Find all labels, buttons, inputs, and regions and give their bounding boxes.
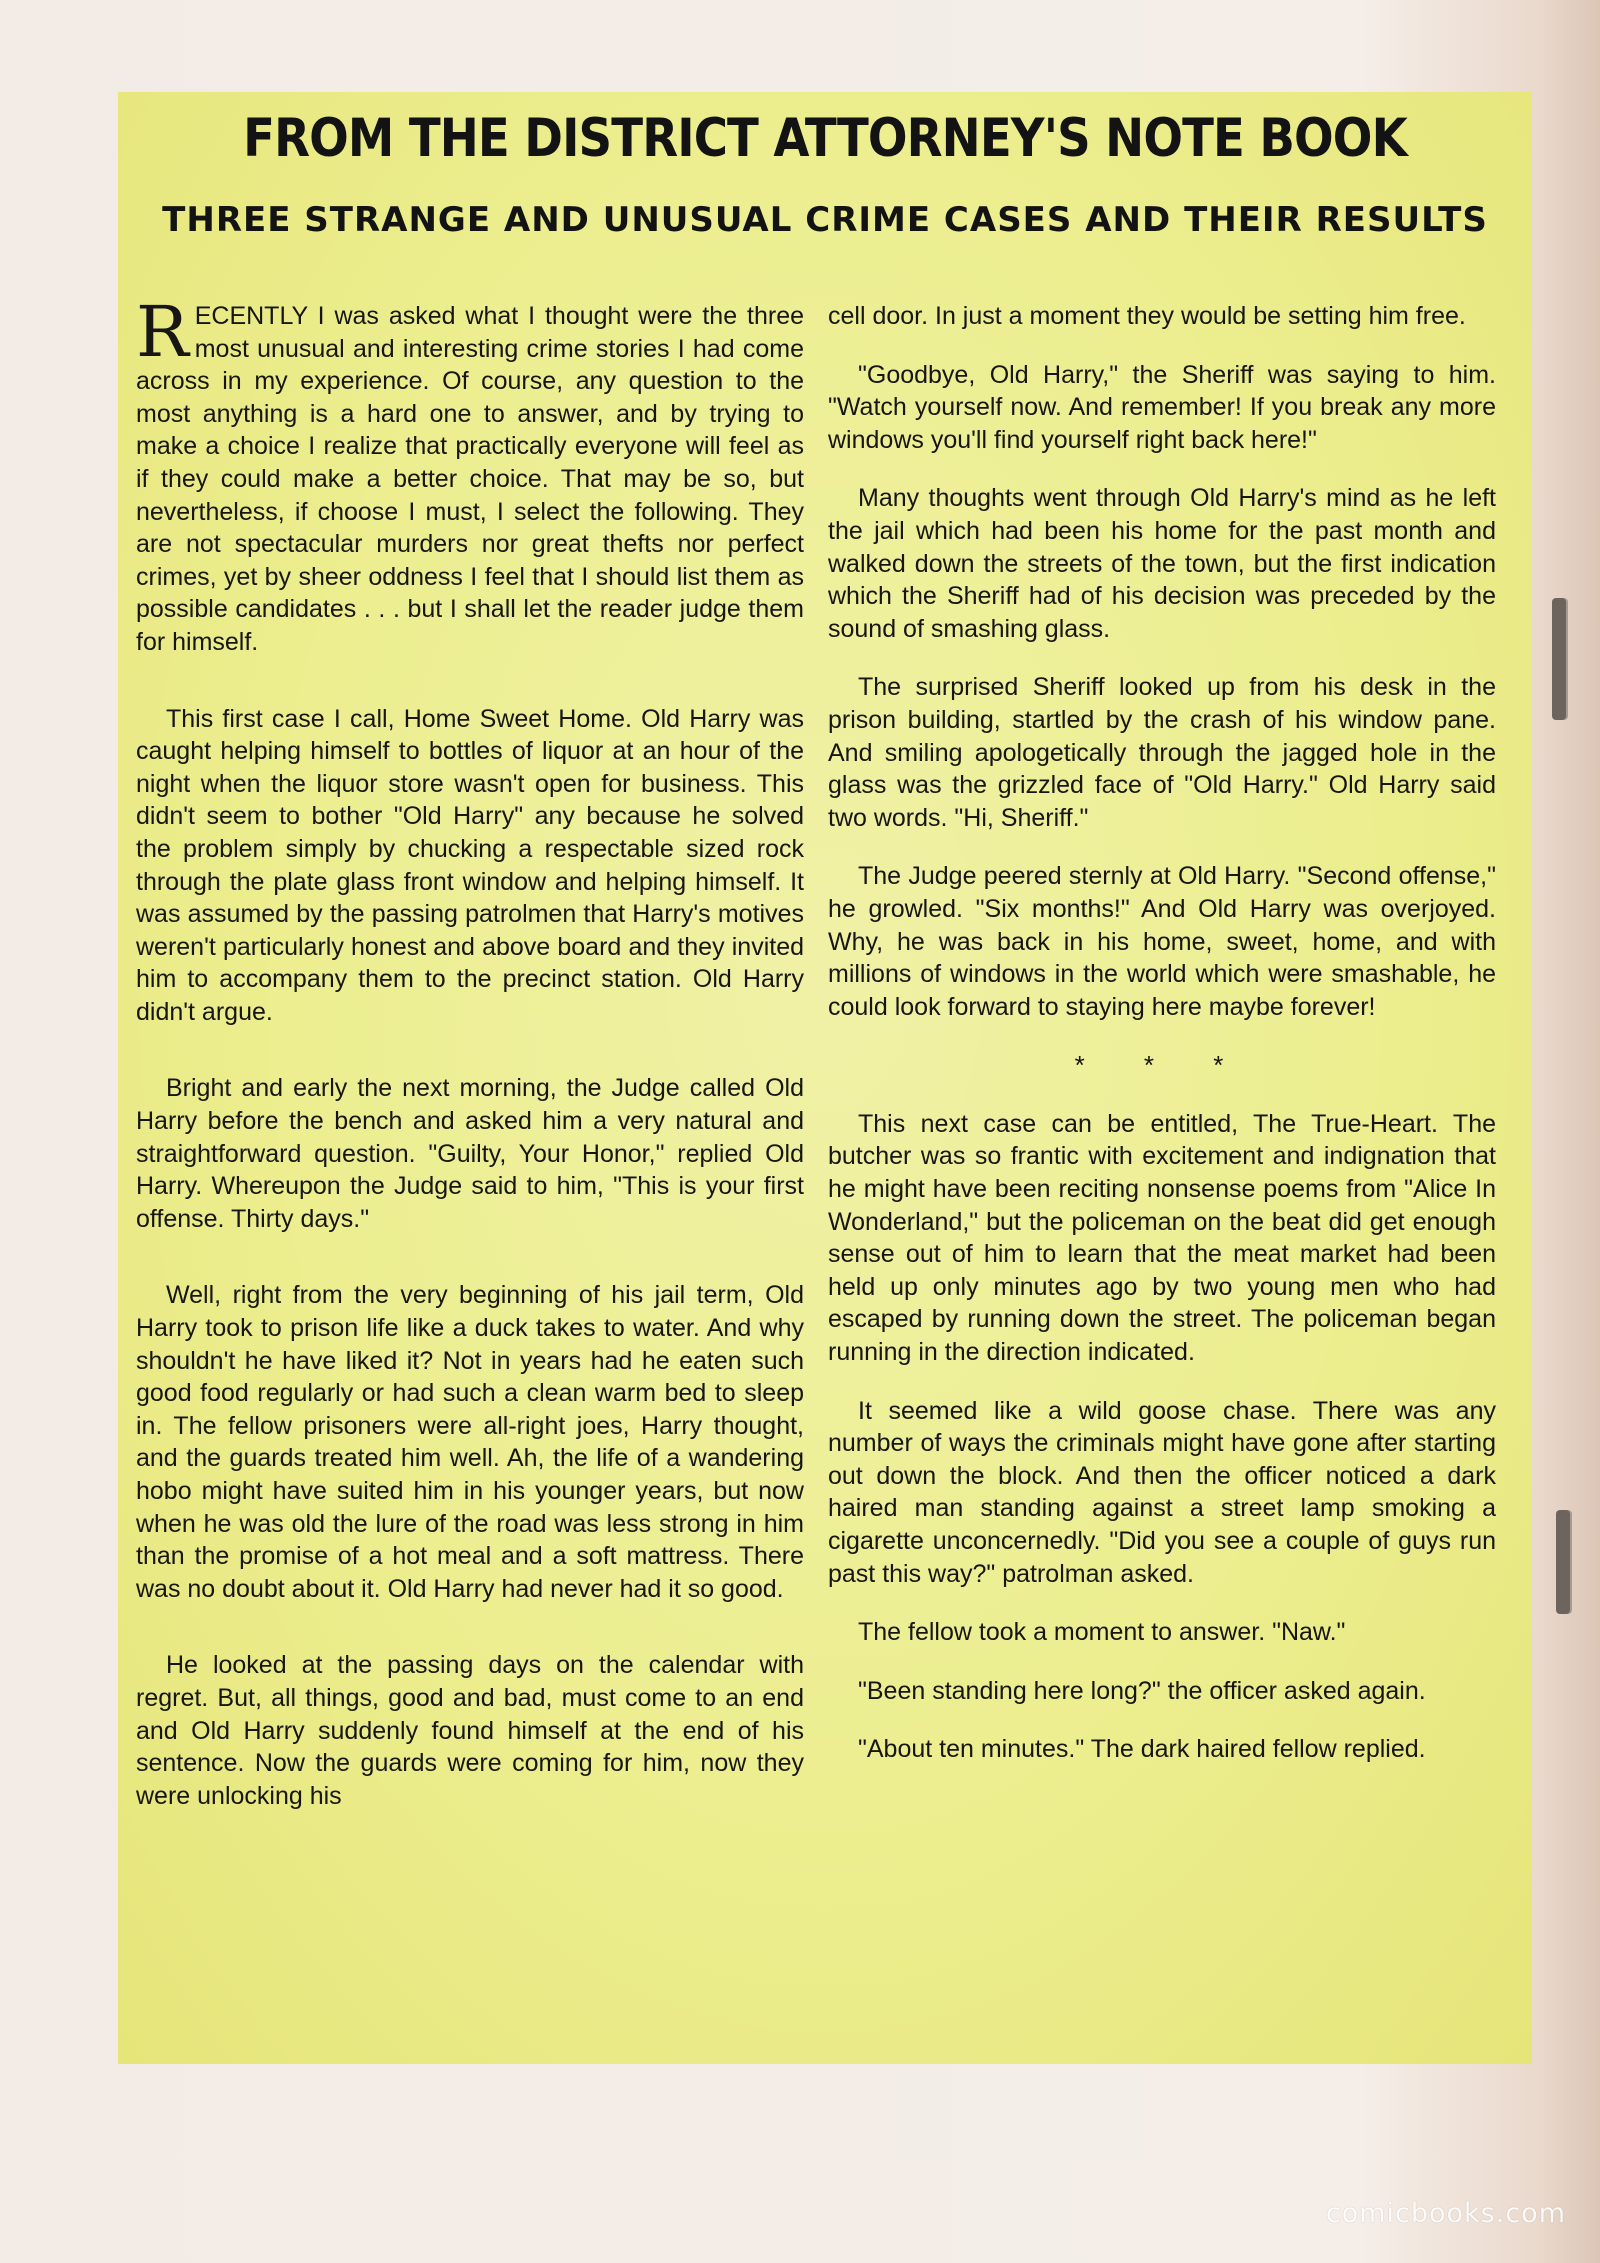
article-paragraph: cell door. In just a moment they would be setting him free. (828, 302, 1466, 330)
article-paragraph: RECENTLY I was asked what I thought were the three most unusual and interesting crime stories I had come across in my experience. Of course, any question to the most anything is a hard one to answer, and by trying to make a choice I realize that practically everyone will feel as if they could make a better choice. That may be so, but nevertheless, if choose I must, I select the following. They are not spectacular murders nor great thefts nor perfect crimes, yet by sheer oddness I feel that I should list them as possible candidates . . . but I shall let the reader judge them for himself. (136, 291, 804, 656)
page-subtitle: THREE STRANGE AND UNUSUAL CRIME CASES AND THEIR RESULTS (162, 200, 1488, 240)
drop-cap: R (136, 291, 189, 373)
article-paragraph: "Been standing here long?" the officer asked again. (858, 1676, 1426, 1705)
left-column (136, 291, 804, 1838)
lower-staple (1556, 1510, 1570, 1614)
article-paragraph: This next case can be entitled, The True-Heart. The butcher was so frantic with excitement and indignation that he might have been reciting nonsense poems from "Alice In Wonderland," but the policeman on the beat did get enough sense out of him to learn that the meat market had been held up only minutes ago by two young men who had escaped by running down the street. The policeman began running in the direction indicated. (828, 1109, 1496, 1367)
article-paragraph: Well, right from the very beginning of his jail term, Old Harry took to prison life like a duck takes to water. And why shouldn't he have liked it? Not in years had he eaten such good food regularly or had such a clean warm bed to sleep in. The fellow prisoners were all-right joes, Harry thought, and the guards treated him well. Ah, the life of a wandering hobo might have suited him in his younger years, but now when he was old the lure of the road was less strong in him than the promise of a hot meal and a soft mattress. There was no doubt about it. Old Harry had never had it so good. (136, 1281, 804, 1603)
article-paragraph: "Goodbye, Old Harry," the Sheriff was saying to him. "Watch yourself now. And remember! If you break any more windows you'll find yourself right back here!" (828, 360, 1496, 454)
section-separator: * * * (1074, 1050, 1250, 1081)
article-paragraph: This first case I call, Home Sweet Home. Old Harry was caught helping himself to bottles of liquor at an hour of the night when the liquor store wasn't open for business. This didn't seem to bother "Old Harry" any because he solved the problem simply by chucking a respectable sized rock through the plate glass front window and helping himself. It was assumed by the passing patrolmen that Harry's motives weren't particularly honest and above board and they invited him to accompany them to the precinct station. Old Harry didn't argue. (136, 704, 804, 1026)
page-title: FROM THE DISTRICT ATTORNEY'S NOTE BOOK (243, 108, 1407, 169)
article-paragraph: Many thoughts went through Old Harry's mind as he left the jail which had been his home for the past month and walked down the streets of the town, but the first indication which the Sheriff had of his decision was preceded by the sound of smashing glass. (828, 484, 1496, 643)
article-paragraph: "About ten minutes." The dark haired fellow replied. (858, 1735, 1426, 1764)
upper-staple (1552, 598, 1566, 720)
article-paragraph: The surprised Sheriff looked up from his desk in the prison building, startled by the crash of his window pane. And smiling apologetically through the jagged hole in the glass was the grizzled face of "Old Harry." Old Harry said two words. "Hi, Sheriff." (828, 673, 1496, 832)
text-panel (118, 92, 1532, 2064)
article-paragraph: Bright and early the next morning, the Judge called Old Harry before the bench and asked him a very natural and straightforward question. "Guilty, Your Honor," replied Old Harry. Whereupon the Judge said to him, "This is your first offense. Thirty days." (136, 1074, 804, 1233)
article-paragraph: The fellow took a moment to answer. "Naw." (858, 1618, 1346, 1647)
right-column (828, 300, 1496, 1792)
article-paragraph: He looked at the passing days on the calendar with regret. But, all things, good and bad, must come to an end and Old Harry suddenly found himself at the end of his sentence. Now the guards were coming for him, now they were unlocking his (136, 1651, 804, 1810)
article-paragraph: The Judge peered sternly at Old Harry. "Second offense," he growled. "Six months!" And Old Harry was overjoyed. Why, he was back in his home, sweet, home, and with millions of windows in the world which were smashable, he could look forward to staying here maybe forever! (828, 862, 1496, 1021)
site-watermark: comicbooks.com (1325, 2198, 1566, 2229)
article-paragraph: It seemed like a wild goose chase. There was any number of ways the criminals might have gone after starting out down the block. And then the officer noticed a dark haired man standing against a street lamp smoking a cigarette unconcernedly. "Did you see a couple of guys run past this way?" patrolman asked. (828, 1396, 1496, 1588)
